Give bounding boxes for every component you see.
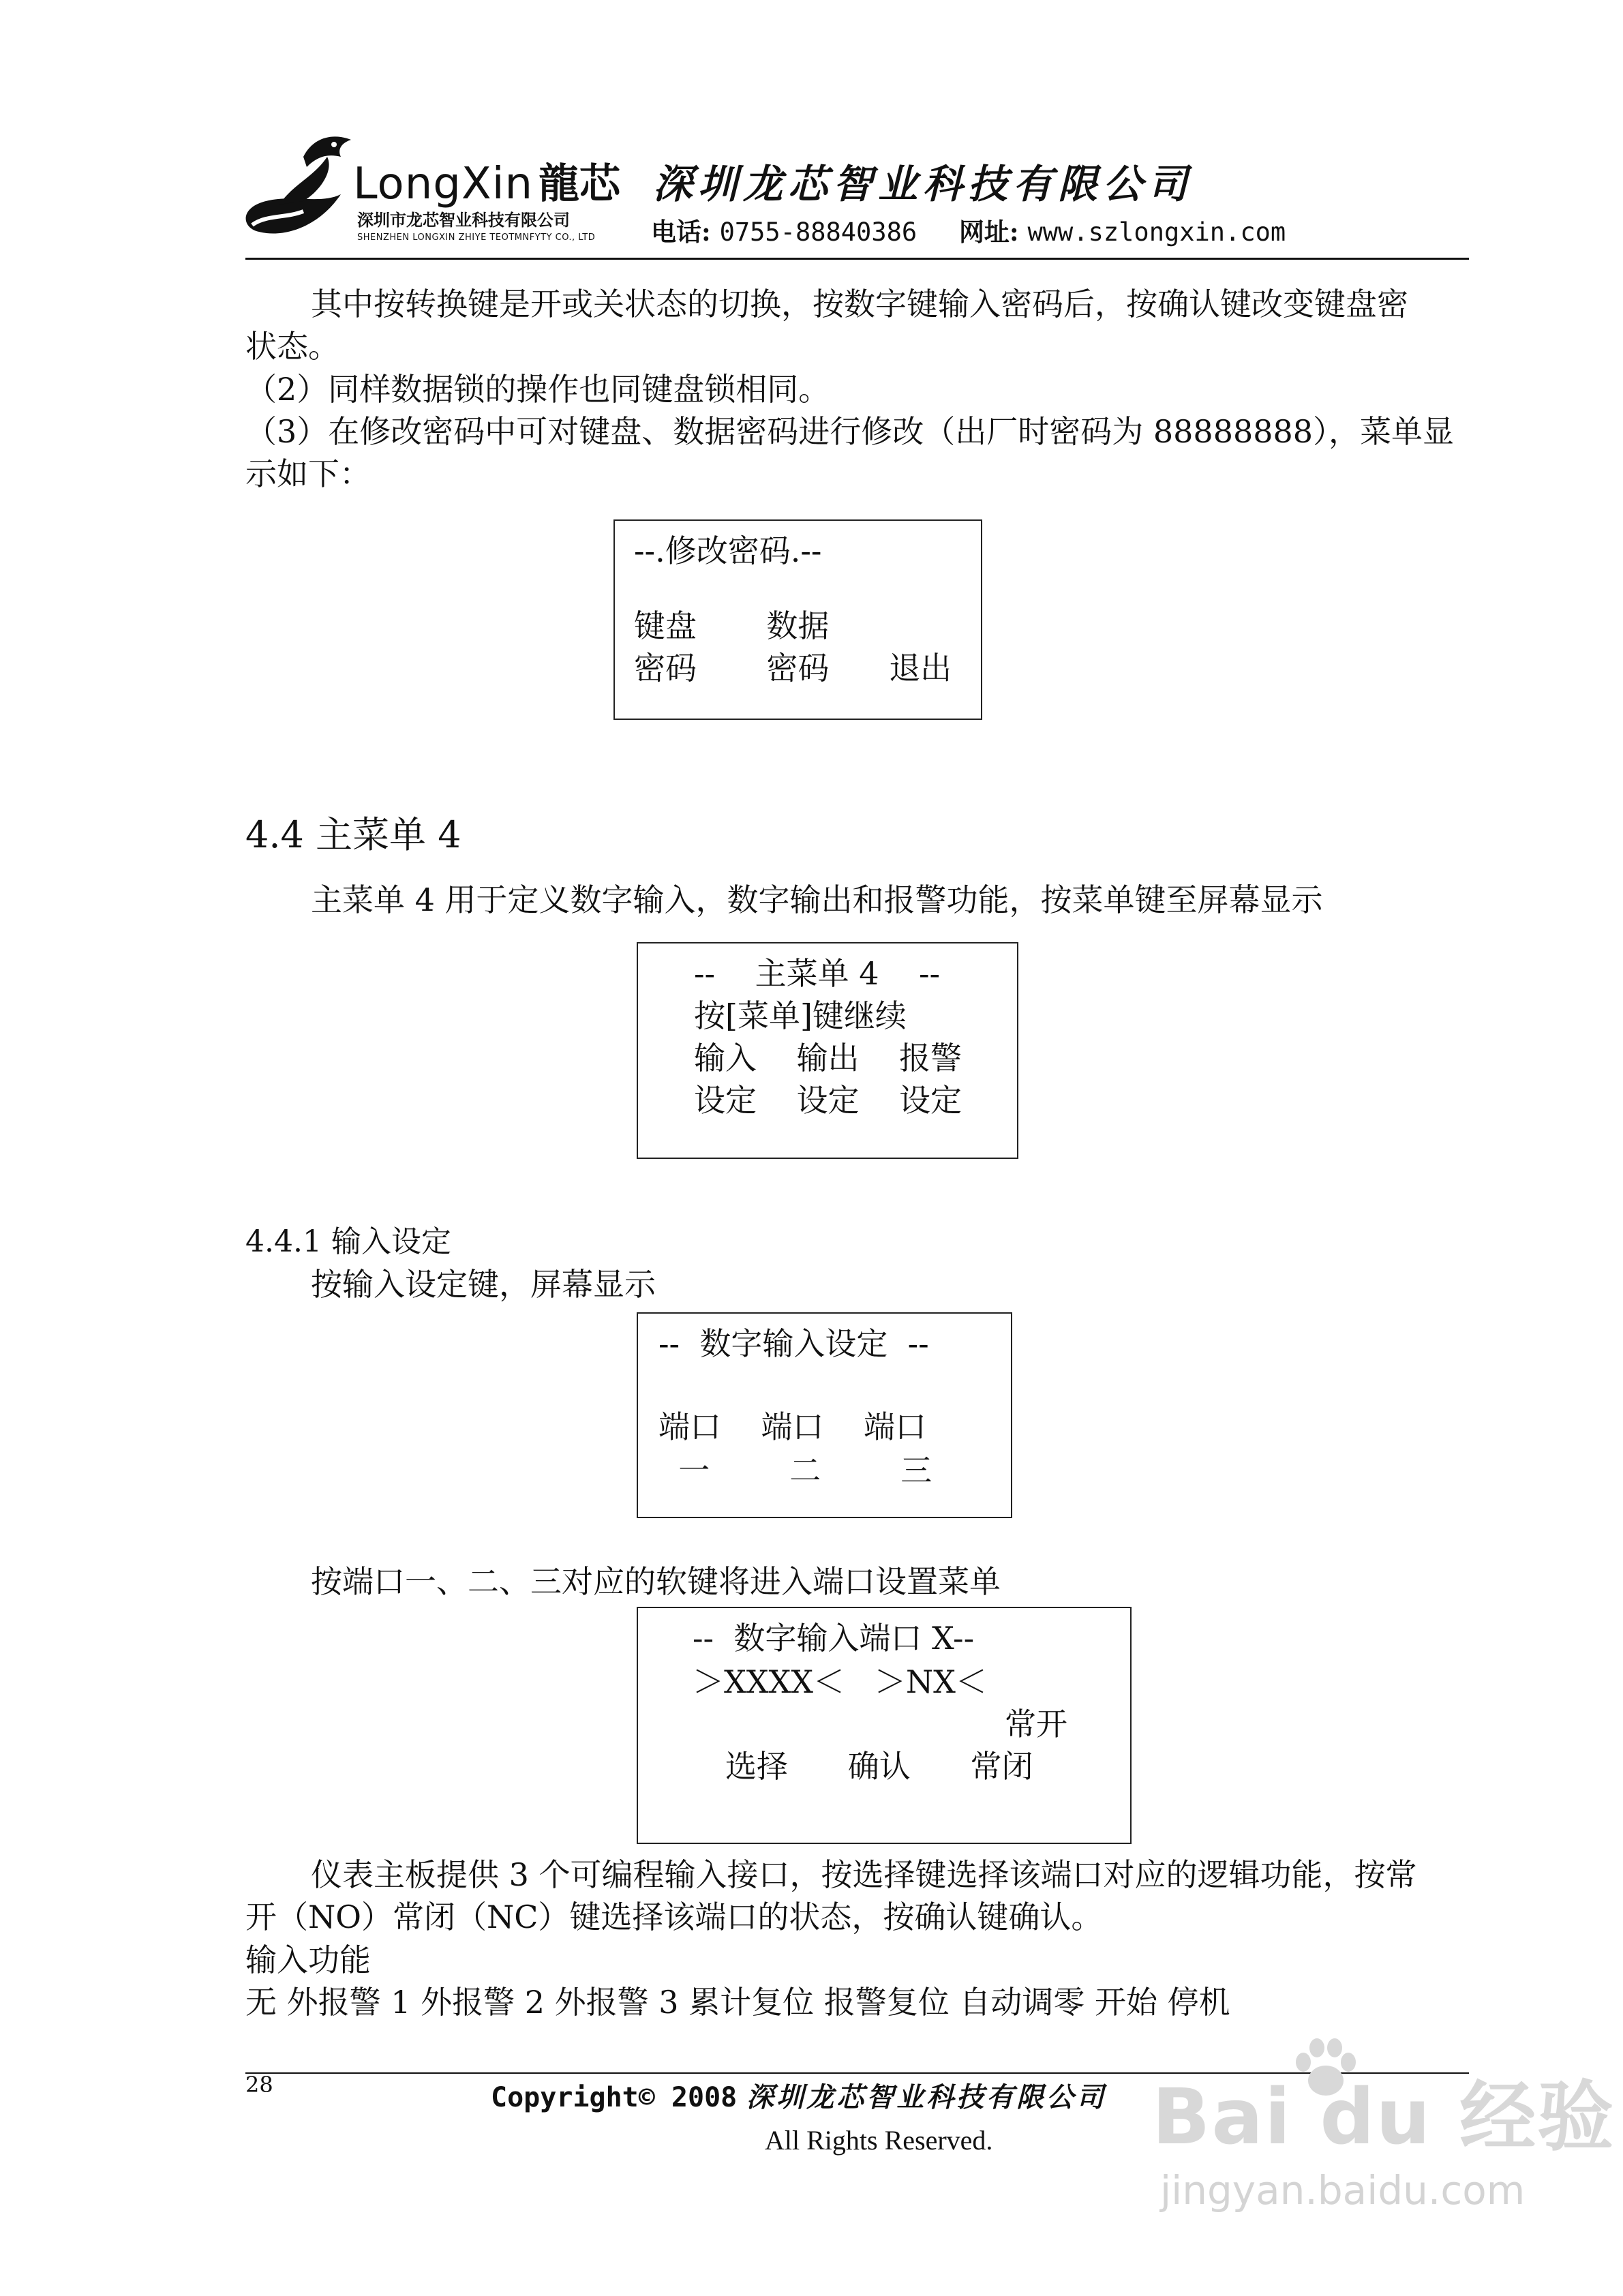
- screen-row: 选择 确认 常闭: [725, 1748, 1033, 1785]
- screen-title: -- 数字输入设定 --: [658, 1325, 929, 1362]
- tel-label: 电话:: [651, 217, 711, 247]
- screen-row: 设定 设定 设定: [694, 1082, 962, 1119]
- screen-row: 按[菜单]键继续: [694, 997, 907, 1034]
- paragraph-6: 按端口一、二、三对应的软键将进入端口设置菜单: [311, 1563, 1001, 1600]
- contact-line: [651, 218, 1286, 246]
- brand-chinese: 龍芯: [539, 160, 620, 208]
- paragraph-3-line-2: 示如下：: [245, 455, 371, 492]
- paragraph-7-line-1: 仪表主板提供 3 个可编程输入接口，按选择键选择该端口对应的逻辑功能，按常: [311, 1856, 1417, 1893]
- paragraph-8: 输入功能: [245, 1942, 371, 1978]
- brand-subtitle-en: SHENZHEN LONGXIN ZHIYE TEOTMNFYTY CO., LTD: [357, 232, 596, 243]
- brand-latin: LongXin: [353, 159, 534, 209]
- watermark-url: jingyan.baidu.com: [1160, 2167, 1526, 2214]
- screen-row: 输入 输出 报警: [694, 1040, 962, 1076]
- brand-subtitle: 深圳市龙芯智业科技有限公司: [357, 211, 570, 230]
- paragraph-5: 按输入设定键，屏幕显示: [311, 1266, 656, 1303]
- screen-row: 键盘 数据: [634, 607, 830, 644]
- paragraph-4: 主菜单 4 用于定义数字输入，数字输出和报警功能，按菜单键至屏幕显示: [311, 881, 1323, 918]
- company-name: 深圳龙芯智业科技有限公司: [653, 161, 1194, 207]
- screen-row: 一 二 三: [658, 1452, 932, 1489]
- screen-digital-input-setting: [637, 1312, 1012, 1518]
- page-number: 28: [245, 2072, 273, 2098]
- web-label: 网址:: [958, 217, 1019, 247]
- screen-title: -- 主菜单 4 --: [694, 955, 941, 992]
- paragraph-7-line-2: 开（NO）常闭（NC）键选择该端口的状态，按确认键确认。: [245, 1899, 1103, 1935]
- section-heading-4-4-1: 4.4.1 输入设定: [245, 1224, 451, 1259]
- paragraph-1-line-1: 其中按转换键是开或关状态的切换，按数字键输入密码后，按确认键改变键盘密: [311, 286, 1408, 322]
- screen-main-menu-4: [637, 942, 1018, 1159]
- screen-row: 密码 密码 退出: [634, 650, 952, 686]
- paragraph-2: （2）同样数据锁的操作也同键盘锁相同。: [245, 371, 830, 408]
- screen-title: -- 数字输入端口 X--: [693, 1620, 975, 1657]
- copyright: [491, 2083, 1106, 2113]
- screen-change-password: [613, 519, 982, 720]
- screen-row: 常开: [1005, 1706, 1067, 1742]
- paragraph-1-line-2: 状态。: [245, 328, 339, 365]
- screen-row: ＞XXXX＜ ＞NX＜: [693, 1663, 987, 1700]
- paragraph-3-line-1: （3）在修改密码中可对键盘、数据密码进行修改（出厂时密码为 88888888），菜单显: [245, 413, 1455, 450]
- screen-title: --.修改密码.--: [634, 532, 822, 569]
- all-rights-reserved: All Rights Reserved.: [765, 2125, 993, 2156]
- watermark-main: Bai du 经验: [1152, 2073, 1616, 2162]
- header-rule: [245, 258, 1469, 260]
- copyright-prefix: Copyright© 2008: [491, 2082, 738, 2113]
- dragon-logo-icon: [239, 130, 354, 252]
- paragraph-9: 无 外报警 1 外报警 2 外报警 3 累计复位 报警复位 自动调零 开始 停机: [245, 1984, 1230, 2021]
- tel-number: 0755-88840386: [719, 217, 917, 247]
- screen-digital-input-port: [637, 1607, 1132, 1844]
- web-address: www.szlongxin.com: [1027, 217, 1286, 247]
- screen-row: 端口 端口 端口: [658, 1408, 926, 1445]
- copyright-company: 深圳龙芯智业科技有限公司: [746, 2081, 1107, 2113]
- section-heading-4-4: 4.4 主菜单 4: [245, 813, 461, 856]
